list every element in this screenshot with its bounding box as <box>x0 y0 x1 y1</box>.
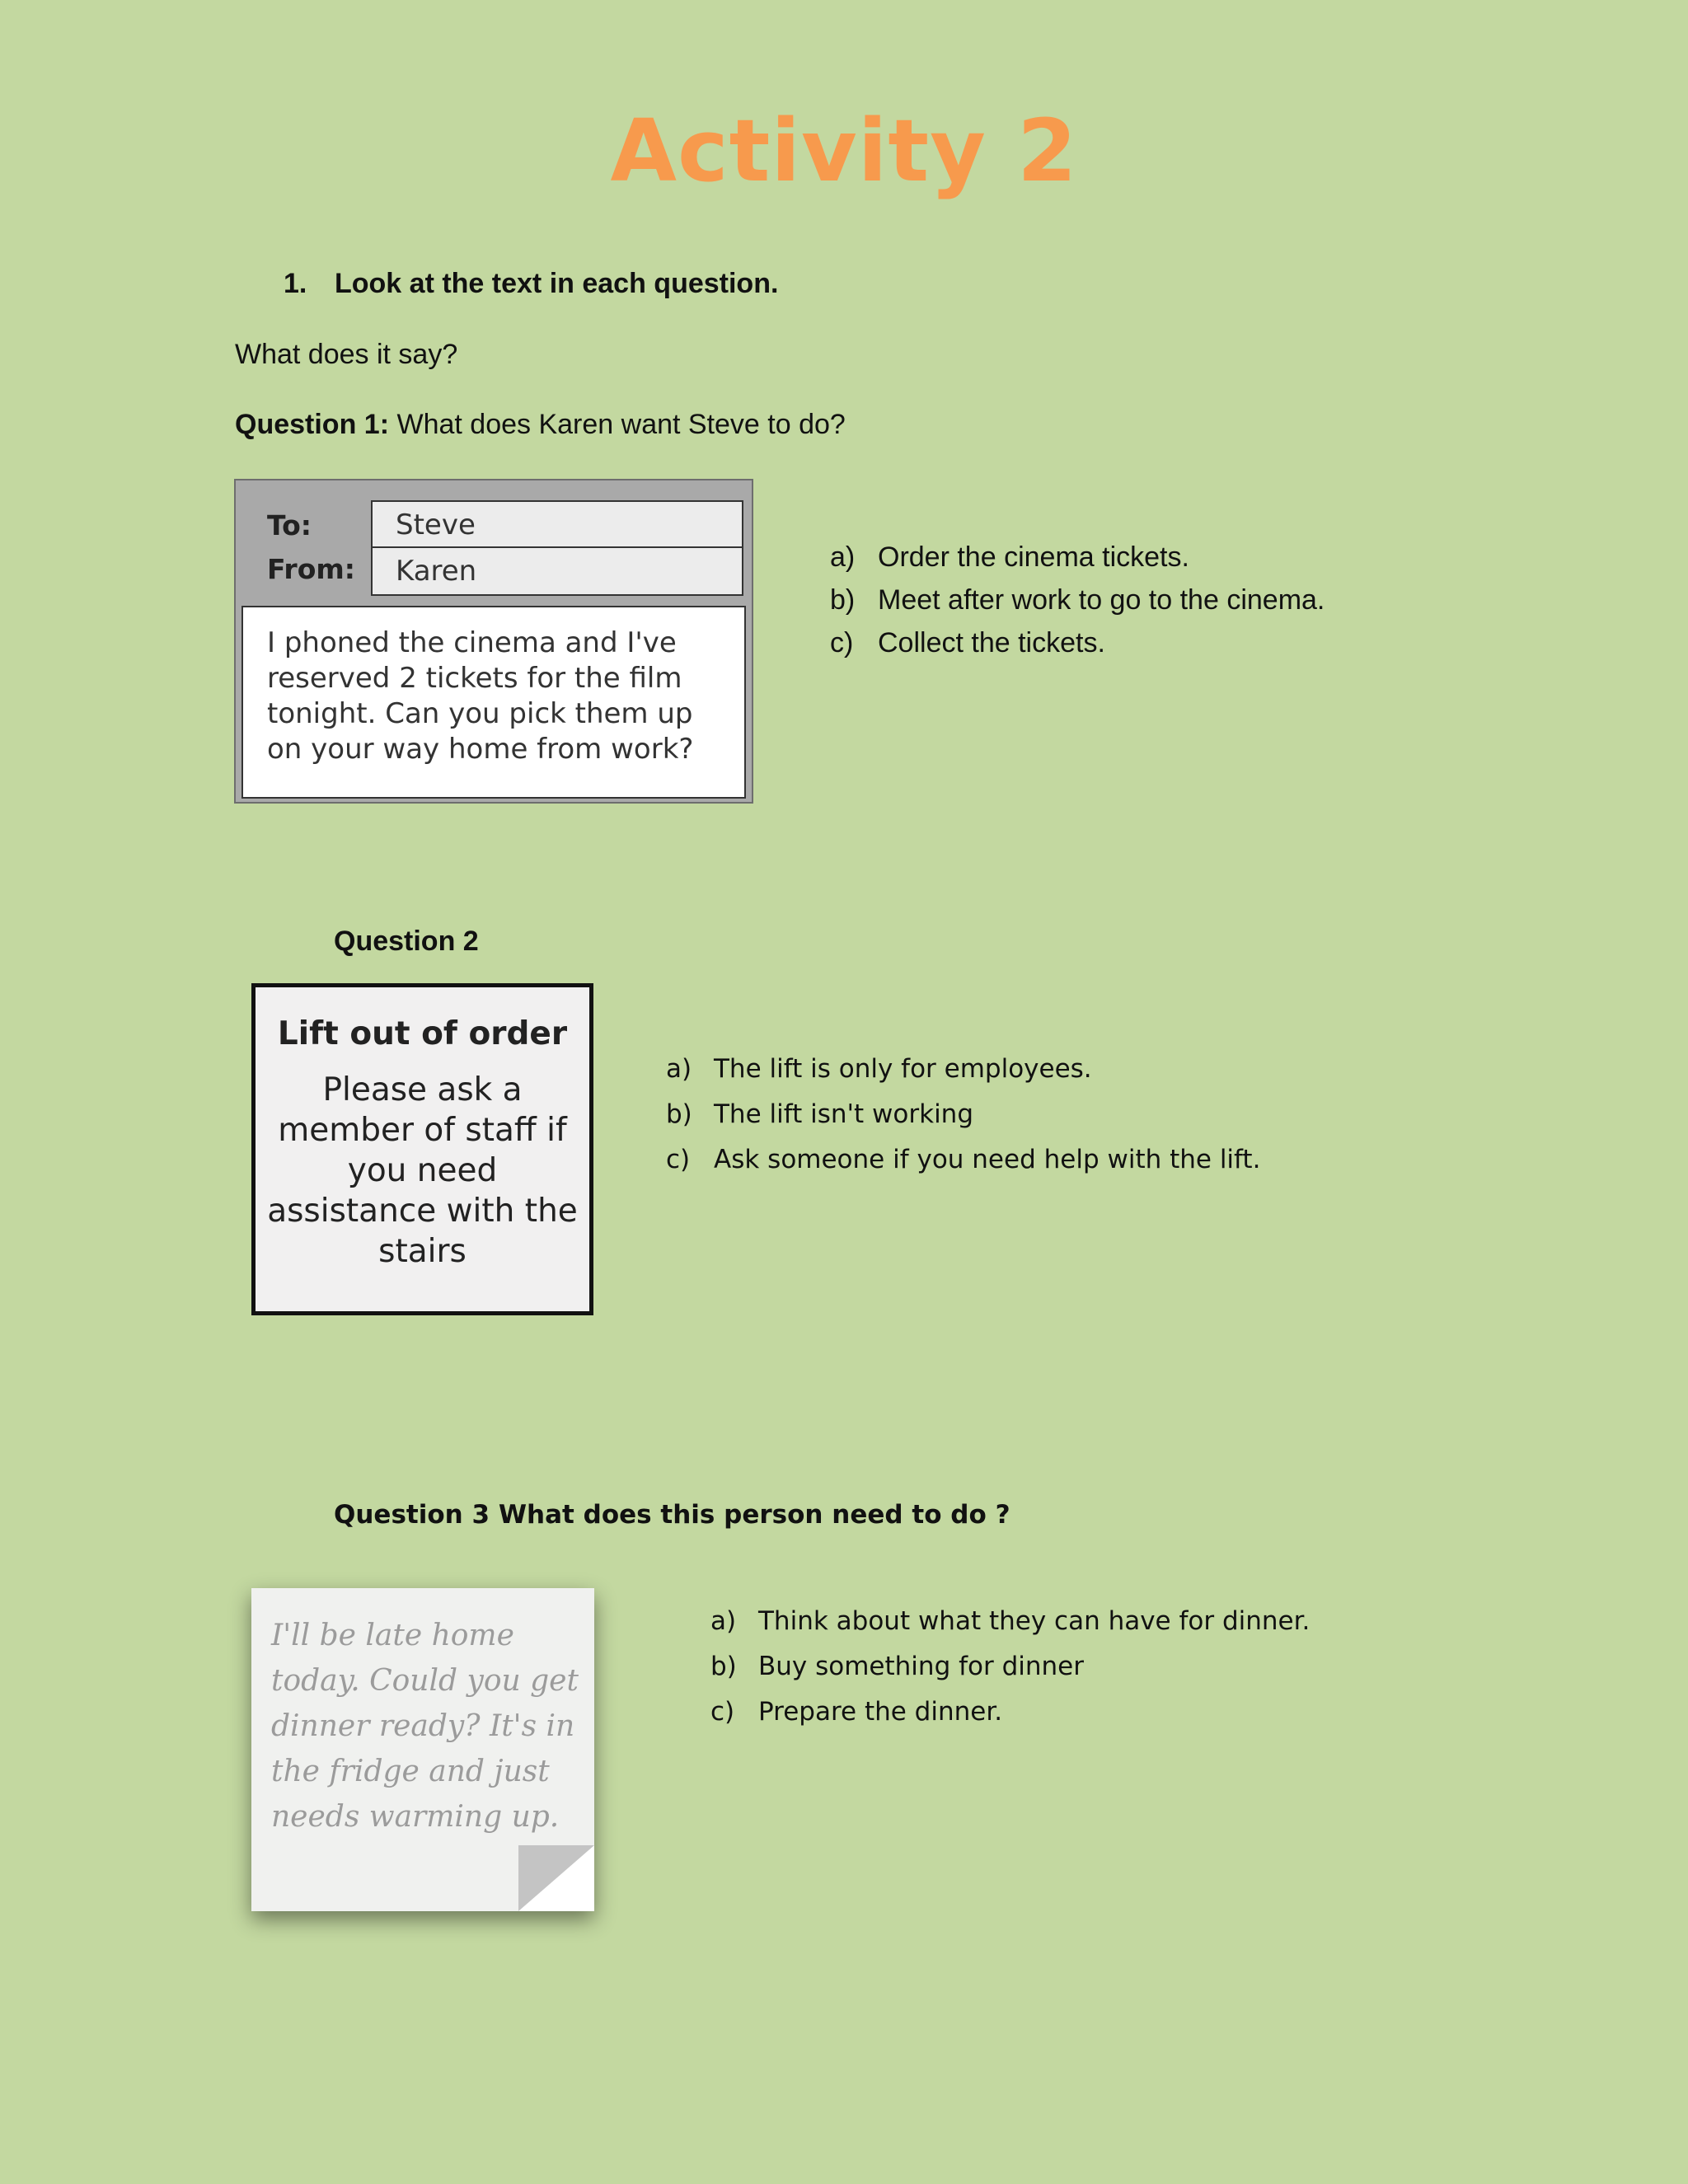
email-to-field: Steve <box>371 500 743 550</box>
option-text: Think about what they can have for dinner. <box>758 1606 1311 1636</box>
page-curl-icon <box>518 1845 594 1911</box>
note-text: I'll be late home today. Could you get dinner ready? It's in the fridge and just needs warming up. <box>271 1619 579 1834</box>
option-letter: a) <box>666 1054 692 1084</box>
question-2-heading: Question 2 <box>334 926 479 957</box>
option-letter: b) <box>710 1652 737 1681</box>
question-1-prompt: What does Karen want Steve to do? <box>396 409 846 440</box>
question-1-label: Question 1: <box>235 409 390 440</box>
option-c <box>666 1137 1260 1183</box>
email-from-label: From: <box>267 553 355 585</box>
sign-heading: Lift out of order <box>277 1015 568 1052</box>
question-2-options <box>666 1047 1260 1183</box>
question-1-heading <box>235 406 846 443</box>
option-text: Buy something for dinner <box>758 1652 1084 1681</box>
email-message: I phoned the cinema and I've reserved 2 tickets for the film tonight. Can you pick them up on your way home from work? <box>241 606 746 799</box>
option-c <box>710 1690 1310 1735</box>
option-letter: c) <box>710 1697 735 1727</box>
option-text: Meet after work to go to the cinema. <box>878 584 1325 616</box>
email-card <box>234 479 753 804</box>
question-3-options <box>710 1599 1310 1735</box>
question-3-heading: Question 3 What does this person need to do ? <box>334 1500 1010 1530</box>
option-text: Prepare the dinner. <box>758 1697 1003 1727</box>
option-a <box>710 1599 1310 1644</box>
option-b <box>830 579 1325 621</box>
option-b <box>710 1644 1310 1690</box>
question-1-options <box>830 536 1325 664</box>
option-letter: c) <box>666 1145 691 1174</box>
option-a <box>666 1047 1260 1092</box>
sign-message: Please ask a member of staff if you need assistance with the stairs <box>267 1071 578 1270</box>
option-text: The lift is only for employees. <box>714 1054 1092 1084</box>
option-text: The lift isn't working <box>714 1099 974 1129</box>
option-text: Collect the tickets. <box>878 627 1105 658</box>
subheading: What does it say? <box>235 339 458 370</box>
email-to-label: To: <box>267 509 312 541</box>
option-text: Order the cinema tickets. <box>878 541 1189 573</box>
instruction <box>284 265 778 302</box>
option-letter: c) <box>830 627 854 658</box>
option-letter: a) <box>710 1606 737 1636</box>
instruction-number: 1. <box>284 268 307 299</box>
option-letter: b) <box>830 584 856 616</box>
option-b <box>666 1092 1260 1137</box>
page-title: Activity 2 <box>610 101 1078 201</box>
option-letter: a) <box>830 541 856 573</box>
option-text: Ask someone if you need help with the lift. <box>714 1145 1261 1174</box>
option-letter: b) <box>666 1099 692 1129</box>
instruction-text: Look at the text in each question. <box>335 268 779 299</box>
email-from-field: Karen <box>371 546 743 596</box>
option-a <box>830 536 1325 579</box>
option-c <box>830 621 1325 664</box>
lift-sign <box>251 983 593 1315</box>
sticky-note <box>251 1588 594 1911</box>
